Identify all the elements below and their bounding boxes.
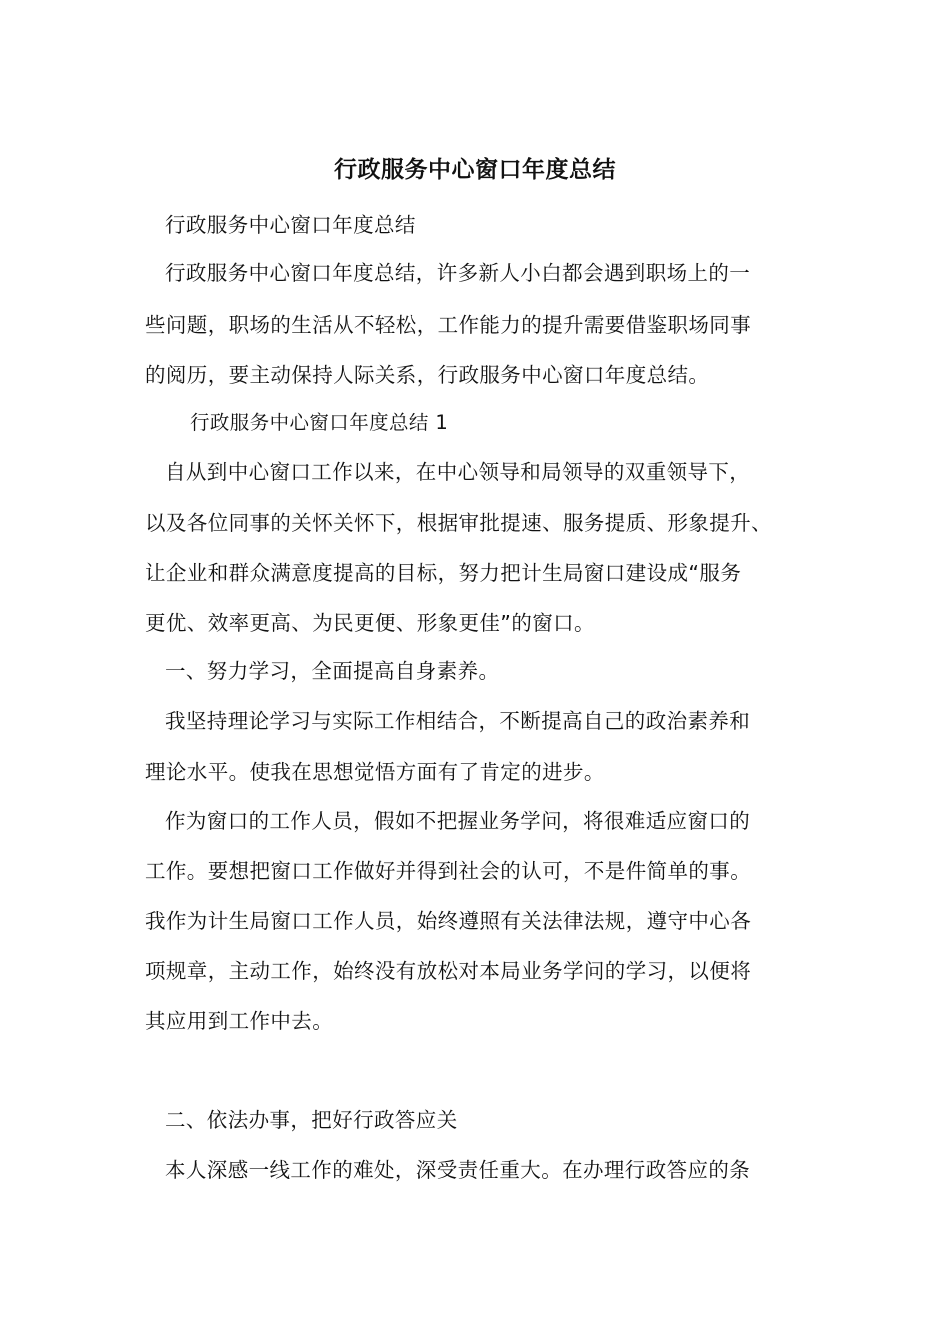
document-subtitle: 行政服务中心窗口年度总结 (165, 213, 416, 237)
paragraph-line: 其应用到工作中去。 (145, 1009, 334, 1033)
section-heading: 一、努力学习，全面提高自身素养。 (165, 659, 500, 683)
paragraph-line: 我作为计生局窗口工作人员，始终遵照有关法律法规，遵守中心各 (145, 909, 752, 933)
paragraph-line: 自从到中心窗口工作以来，在中心领导和局领导的双重领导下， (165, 460, 751, 484)
paragraph-line: 作为窗口的工作人员，假如不把握业务学问，将很难适应窗口的 (165, 809, 751, 833)
intro-line: 些问题，职场的生活从不轻松，工作能力的提升需要借鉴职场同事 (145, 313, 752, 337)
section-heading: 二、依法办事，把好行政答应关 (165, 1108, 458, 1132)
paragraph-line: 项规章，主动工作，始终没有放松对本局业务学问的学习，以便将 (145, 959, 752, 983)
document-title: 行政服务中心窗口年度总结 (334, 157, 616, 183)
paragraph-line: 以及各位同事的关怀关怀下，根据审批提速、服务提质、形象提升、 (145, 511, 772, 535)
summary-heading: 行政服务中心窗口年度总结 1 (190, 411, 449, 434)
intro-line: 行政服务中心窗口年度总结，许多新人小白都会遇到职场上的一 (165, 261, 751, 285)
intro-line: 的阅历，要主动保持人际关系，行政服务中心窗口年度总结。 (145, 363, 710, 387)
paragraph-line: 工作。要想把窗口工作做好并得到社会的认可，不是件简单的事。 (145, 859, 752, 883)
paragraph-line: 让企业和群众满意度提高的目标，努力把计生局窗口建设成“服务 (145, 561, 742, 585)
paragraph-line: 本人深感一线工作的难处，深受责任重大。在办理行政答应的条 (165, 1158, 751, 1182)
paragraph-line: 我坚持理论学习与实际工作相结合，不断提高自己的政治素养和 (165, 709, 751, 733)
paragraph-line: 更优、效率更高、为民更便、形象更佳”的窗口。 (145, 611, 595, 635)
paragraph-line: 理论水平。使我在思想觉悟方面有了肯定的进步。 (145, 760, 605, 784)
